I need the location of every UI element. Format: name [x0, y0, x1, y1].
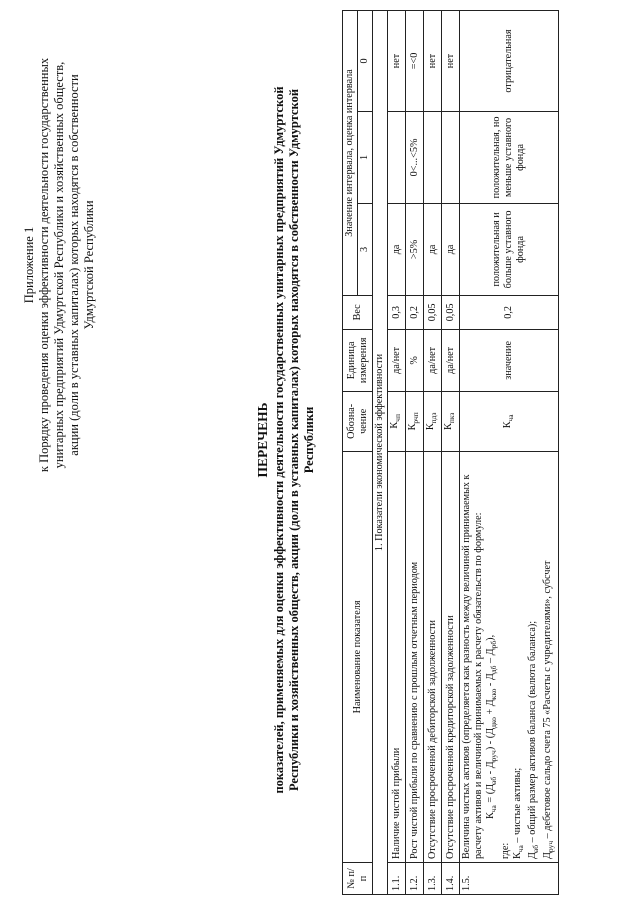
table-row: [424, 11, 442, 895]
row-unit: да/нет: [442, 329, 460, 391]
row-name: Наличие чистой прибыли: [388, 451, 406, 862]
header-name: Наименование показателя: [343, 451, 373, 862]
table-header-row: [343, 11, 358, 895]
row-code: $К_{пкз}$: [442, 391, 460, 451]
header-weight: Вес: [343, 295, 373, 329]
header-value-group: Значение интервала, оценка интервала: [343, 11, 358, 296]
header-score-1: 1: [358, 111, 373, 203]
section-row: [373, 11, 388, 895]
definition-1: $К_{ча}$ – чистые активы;: [512, 767, 526, 860]
table-row: [388, 11, 406, 895]
row-value-3: да: [442, 203, 460, 295]
row-num: 1.1.: [388, 863, 406, 895]
row-value-1: положительная, но меньше уставного фонда: [460, 111, 559, 203]
header-score-3: 3: [358, 203, 373, 295]
row-value-3: да: [424, 203, 442, 295]
row-code: $К_{рчп}$: [406, 391, 424, 451]
row-num: 1.5.: [460, 863, 559, 895]
table-row: [460, 11, 559, 895]
header-unit: Единица измерения: [343, 329, 373, 391]
table-row: [406, 11, 424, 895]
row-value-3: положительная и больше уставного фонда: [460, 203, 559, 295]
row-name: Рост чистой прибыли по сравнению с прошлым отчетным периодом: [406, 451, 424, 862]
title-heading: ПЕРЕЧЕНЬ: [255, 402, 270, 478]
row-value-0: нет: [442, 11, 460, 112]
definition-2: $Д_{аб}$ – общий размер активов баланса (валюта баланса);: [527, 620, 541, 860]
row-value-0: нет: [424, 11, 442, 112]
row-unit: да/нет: [424, 329, 442, 391]
row-value-0: отрицательная: [460, 11, 559, 112]
indicators-table: [342, 10, 559, 895]
net-assets-description: Величина чистых активов (определяется как разность между величиной принимаемых к расчету активов и величиной принимаемых к расчету обязательств по формуле:: [461, 474, 485, 860]
header-code: Обозна- чение: [343, 391, 373, 451]
row-name: Отсутствие просроченной дебиторской задолженности: [424, 451, 442, 862]
where-label: где:: [500, 842, 512, 860]
section-title: 1. Показатели экономической эффективности: [373, 11, 388, 895]
row-weight: 0,2: [460, 295, 559, 329]
header-num: № п/п: [343, 863, 373, 895]
row-value-1: [442, 111, 460, 203]
row-code: $К_{ча}$: [460, 391, 559, 451]
row-name: Отсутствие просроченной кредиторской задолженности: [442, 451, 460, 862]
row-weight: 0,05: [424, 295, 442, 329]
row-value-0: =<0: [406, 11, 424, 112]
row-value-3: да: [388, 203, 406, 295]
title-subtitle: показателей, применяемых для оценки эффективности деятельности государственных унитарных предприятий Удмуртской Республики и хозяйственных обществ, акции (доли в уставных капиталах) которых находятся в собственности Удмуртской Республики: [272, 86, 316, 794]
row-num: 1.3.: [424, 863, 442, 895]
row-weight: 0,05: [442, 295, 460, 329]
row-value-0: нет: [388, 11, 406, 112]
appendix-text: к Порядку проведения оценки эффективности деятельности государственных унитарных предприятий Удмуртской Республики и хозяйственных обществ, акции (доли в уставных капиталах) которых находятся в собственности Удмуртской Республики: [37, 57, 96, 473]
appendix-number: Приложение 1: [22, 226, 36, 304]
row-unit: %: [406, 329, 424, 391]
row-code: $К_{пдз}$: [424, 391, 442, 451]
net-assets-formula: $К_{ча} = (Д_{аб} - Д_{руч}) - (Д_{дко} + Д_{кко} - Д_{дб} - Д_{рб})$,: [485, 634, 499, 820]
row-unit: значение: [460, 329, 559, 391]
row-weight: 0,2: [406, 295, 424, 329]
row-value-1: [424, 111, 442, 203]
row-unit: да/нет: [388, 329, 406, 391]
document-title: [255, 70, 317, 810]
row-name-net-assets: [460, 451, 559, 862]
row-value-3: >5%: [406, 203, 424, 295]
row-num: 1.4.: [442, 863, 460, 895]
row-code: $К_{чп}$: [388, 391, 406, 451]
header-score-0: 0: [358, 11, 373, 112]
definition-3: $Д_{руч}$ – дебетовое сальдо счета 75 «Расчеты с учредителями», субсчет: [542, 560, 556, 860]
appendix-note: [22, 45, 97, 485]
table-row: [442, 11, 460, 895]
row-num: 1.2.: [406, 863, 424, 895]
row-weight: 0,3: [388, 295, 406, 329]
row-value-1: [388, 111, 406, 203]
row-value-1: 0<...<5%: [406, 111, 424, 203]
